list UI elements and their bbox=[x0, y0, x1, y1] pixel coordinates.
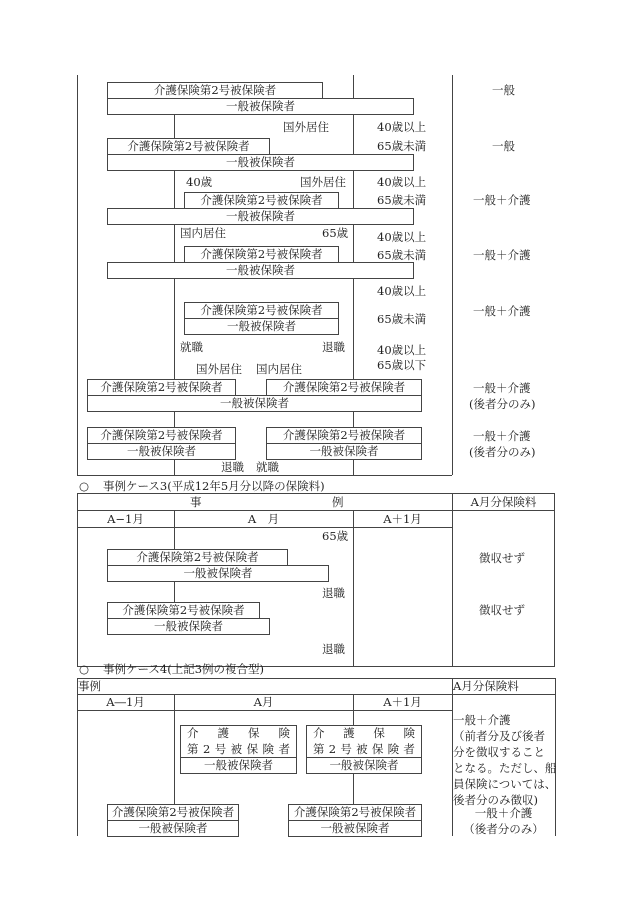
label-employ: 就職 bbox=[256, 460, 279, 474]
result-note: (後者分のみ) bbox=[469, 397, 536, 411]
col-divider bbox=[174, 694, 175, 806]
ippan-box: 一般被保険者 bbox=[107, 154, 414, 171]
result: 一般＋介護 bbox=[473, 381, 531, 395]
char: 2 bbox=[202, 742, 211, 756]
label-retire: 退職 bbox=[322, 340, 345, 354]
header-fee: A月分保険料 bbox=[453, 679, 519, 693]
kaigo-box: 介護保険第2号被保険者 bbox=[107, 82, 323, 99]
table-border-left bbox=[77, 75, 78, 475]
kaigo-box: 介護保険第2号被保険者 bbox=[107, 804, 239, 821]
result: 一般＋介護 bbox=[474, 806, 533, 820]
result-line: となる。ただし、船 bbox=[453, 761, 557, 775]
kaigo-box: 介護保険第2号被保険者 bbox=[87, 427, 236, 444]
kaigo-box: 介護保険第2号被保険者 bbox=[288, 804, 422, 821]
label-retire: 退職 bbox=[221, 460, 244, 474]
row-divider bbox=[77, 527, 452, 528]
kaigo-box: 介護保険第2号被保険者 bbox=[184, 246, 339, 263]
result-divider bbox=[452, 75, 453, 475]
header-jirei: 例 bbox=[332, 495, 344, 509]
label-age: 65歳以下 bbox=[377, 358, 427, 372]
label-age65: 65歳 bbox=[322, 529, 349, 543]
header-month-a: A 月 bbox=[247, 512, 280, 526]
char: 保 bbox=[371, 742, 384, 756]
kaigo-box: 介護保険第2号被保険者 bbox=[87, 379, 236, 396]
result-note: （後者分のみ） bbox=[463, 822, 544, 836]
col-divider bbox=[452, 493, 453, 667]
kaigo-box: 介護保険第2号被保険者 bbox=[107, 602, 260, 619]
char: 険 bbox=[387, 742, 400, 756]
ippan-box: 一般被保険者 bbox=[107, 208, 414, 225]
char: 険 bbox=[278, 726, 290, 740]
char: 号 bbox=[214, 742, 227, 756]
char: 第 bbox=[187, 742, 199, 756]
label-abroad: 国外居住 bbox=[283, 120, 329, 134]
bullet-icon: ○ bbox=[79, 479, 90, 493]
label-age: 65歳未満 bbox=[377, 193, 427, 207]
char: 護 bbox=[217, 726, 229, 740]
char: 介 bbox=[313, 726, 325, 740]
col-divider bbox=[353, 510, 354, 667]
result-line: 分を徴収すること bbox=[453, 745, 545, 759]
ippan-box: 一般被保険者 bbox=[107, 98, 414, 115]
kaigo-box: 介護保険第2号被保険者 bbox=[107, 138, 270, 155]
row-divider bbox=[77, 510, 555, 511]
case4-heading: 事例ケース4(上記3例の複合型) bbox=[103, 662, 265, 676]
ippan-box: 一般被保険者 bbox=[184, 318, 339, 335]
label-age65: 65歳 bbox=[322, 226, 349, 240]
header-jirei: 事 bbox=[190, 495, 202, 509]
label-age: 40歳以上 bbox=[377, 343, 427, 357]
ippan-box: 一般被保険者 bbox=[107, 565, 329, 582]
ippan-box: 一般被保険者 bbox=[288, 820, 422, 837]
result-line: 後者分のみ徴収) bbox=[453, 793, 538, 807]
header-jirei: 事例 bbox=[78, 679, 101, 693]
ippan-box: 一般被保険者 bbox=[87, 443, 236, 460]
row-divider bbox=[77, 710, 452, 711]
result: 徴収せず bbox=[479, 603, 525, 617]
result: 一般＋介護 bbox=[473, 304, 531, 318]
kaigo-line1 bbox=[181, 726, 296, 740]
result: 一般＋介護 bbox=[473, 248, 531, 262]
kaigo-box: 介護保険第2号被保険者 bbox=[266, 379, 422, 396]
result: 一般＋介護 bbox=[473, 193, 531, 207]
kaigo-box bbox=[180, 725, 297, 758]
char: 者 bbox=[278, 742, 290, 756]
char: 被 bbox=[356, 742, 368, 756]
result-explanation bbox=[453, 712, 557, 808]
label-retire: 退職 bbox=[322, 586, 345, 600]
header-month-next: A＋1月 bbox=[383, 695, 422, 709]
header-fee: A月分保険料 bbox=[470, 495, 537, 509]
label-age40: 40歳 bbox=[186, 175, 213, 189]
label-abroad: 国外居住 bbox=[196, 362, 242, 376]
label-age: 65歳未満 bbox=[377, 248, 427, 262]
case3-heading: 事例ケース3(平成12年5月分以降の保険料) bbox=[103, 479, 325, 493]
label-age: 40歳以上 bbox=[377, 284, 427, 298]
char: 険 bbox=[262, 742, 275, 756]
label-domestic: 国内居住 bbox=[180, 226, 226, 240]
label-domestic: 国内居住 bbox=[256, 362, 302, 376]
table-border-bottom bbox=[77, 475, 452, 476]
result-line: 員保険については、 bbox=[453, 777, 557, 791]
header-month-prev: A―1月 bbox=[106, 695, 145, 709]
ippan-box: 一般被保険者 bbox=[107, 820, 239, 837]
header-month-a: A月 bbox=[253, 695, 274, 709]
ippan-box: 一般被保険者 bbox=[266, 443, 422, 460]
label-age: 65歳未満 bbox=[377, 312, 427, 326]
kaigo-box: 介護保険第2号被保険者 bbox=[184, 192, 339, 209]
result-line: （前者分及び後者 bbox=[453, 729, 545, 743]
kaigo-box bbox=[306, 725, 422, 758]
char: 被 bbox=[230, 742, 243, 756]
char: 保 bbox=[248, 726, 260, 740]
ippan-box: 一般被保険者 bbox=[87, 395, 422, 412]
kaigo-box: 介護保険第2号被保険者 bbox=[107, 549, 288, 566]
result: 一般 bbox=[492, 139, 515, 153]
kaigo-box: 介護保険第2号被保険者 bbox=[266, 427, 422, 444]
label-age: 40歳以上 bbox=[377, 230, 427, 244]
char: 号 bbox=[340, 742, 352, 756]
label-age: 40歳以上 bbox=[377, 120, 427, 134]
ippan-box: 一般被保険者 bbox=[306, 757, 422, 774]
char: 険 bbox=[403, 726, 415, 740]
kaigo-box: 介護保険第2号被保険者 bbox=[184, 302, 339, 319]
kaigo-line1 bbox=[307, 726, 421, 740]
header-month-next: A＋1月 bbox=[383, 512, 422, 526]
header-month-prev: A−1月 bbox=[107, 512, 144, 526]
char: 護 bbox=[343, 726, 355, 740]
label-retire: 退職 bbox=[322, 642, 345, 656]
bullet-icon: ○ bbox=[79, 662, 90, 676]
kaigo-line2 bbox=[307, 742, 421, 756]
char: 第 bbox=[313, 742, 325, 756]
char: 保 bbox=[373, 726, 385, 740]
char: 2 bbox=[328, 742, 337, 756]
label-employ: 就職 bbox=[180, 340, 203, 354]
ippan-box: 一般被保険者 bbox=[180, 757, 297, 774]
result: 徴収せず bbox=[479, 551, 525, 565]
char: 保 bbox=[246, 742, 259, 756]
label-abroad: 国外居住 bbox=[300, 175, 346, 189]
ippan-box: 一般被保険者 bbox=[107, 618, 270, 635]
kaigo-line2 bbox=[181, 742, 296, 756]
result-note: (後者分のみ) bbox=[469, 445, 536, 459]
label-age: 40歳以上 bbox=[377, 175, 427, 189]
result: 一般 bbox=[492, 83, 515, 97]
result-line: 一般＋介護 bbox=[453, 713, 511, 727]
char: 介 bbox=[187, 726, 199, 740]
label-age: 65歳未満 bbox=[377, 139, 427, 153]
ippan-box: 一般被保険者 bbox=[107, 262, 414, 279]
result: 一般＋介護 bbox=[473, 429, 531, 443]
char: 者 bbox=[403, 742, 415, 756]
